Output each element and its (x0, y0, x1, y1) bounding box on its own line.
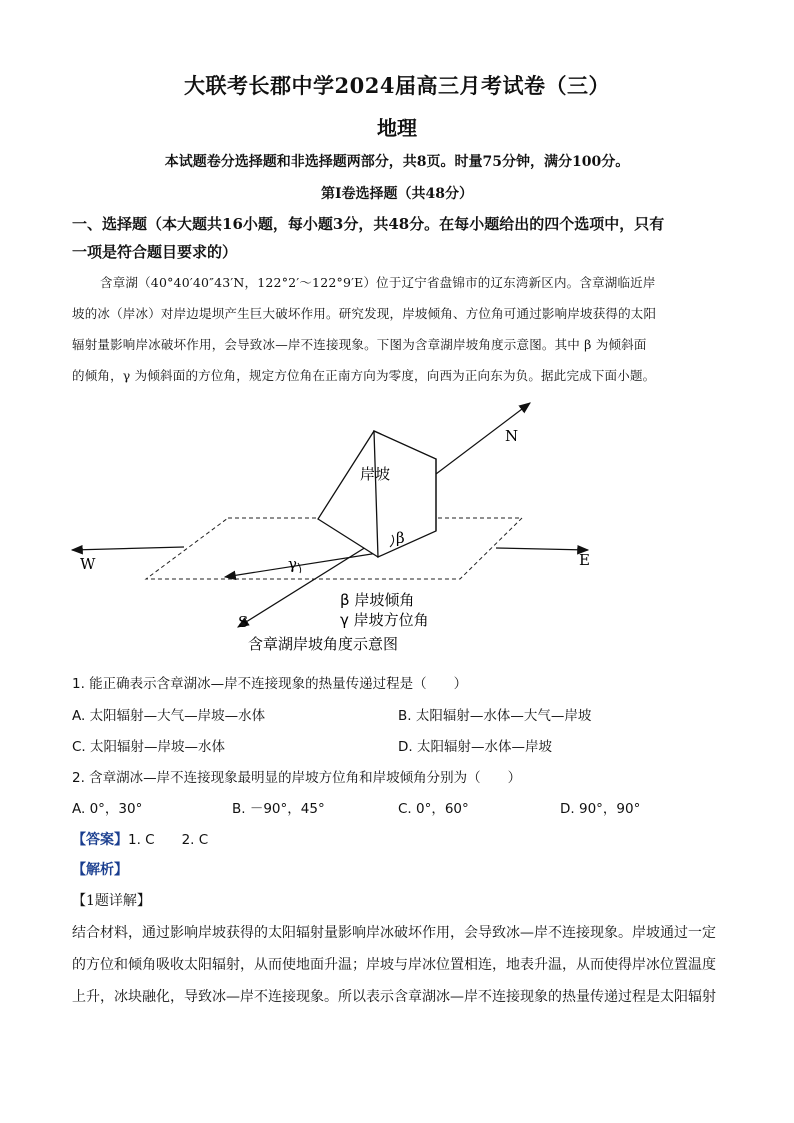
question-2-option-a: A. 0°，30° (72, 801, 143, 817)
slope-angle-diagram (60, 395, 620, 657)
section-heading-line1: 一、选择题（本大题共16小题，每小题3分，共48分。在每小题给出的四个选项中，只有 (72, 215, 665, 233)
question-2-option-b: B. －90°，45° (232, 801, 325, 817)
analysis-line (72, 859, 128, 879)
legend-gamma: γ 岸坡方位角 (340, 611, 429, 629)
answer-line (72, 828, 208, 849)
azimuth-arrow (225, 553, 378, 577)
legend-beta: β 岸坡倾角 (340, 591, 415, 609)
passage-line-3: 辐射量影响岸冰破坏作用，会导致冰—岸不连接现象。下图为含章湖岸坡角度示意图。其中 β 为倾斜面 (72, 337, 647, 352)
gamma-arc (298, 563, 301, 573)
explanation-line-2: 的方位和倾角吸收太阳辐射，从而使地面升温；岸坡与岸冰位置相连，地表升温，从而使得岸冰位置温度 (72, 957, 716, 973)
diagram-caption: 含章湖岸坡角度示意图 (248, 635, 399, 653)
question-2-option-d: D. 90°，90° (560, 801, 641, 817)
passage-line-4: 的倾角，γ 为倾斜面的方位角，规定方位角在正南方向为零度，向西为正向东为负。据此完成下面小题。 (72, 368, 656, 383)
subject-title: 地理 (377, 116, 417, 140)
slope-side (374, 431, 436, 557)
detail-heading: 【1题详解】 (72, 893, 151, 909)
north-label: N (505, 427, 519, 445)
east-label: E (579, 551, 590, 569)
answer-values: 1. C 2. C (128, 832, 209, 848)
analysis-label: 【解析】 (72, 862, 128, 878)
west-label: W (80, 555, 96, 573)
question-1-option-b: B. 太阳辐射—水体—大气—岸坡 (398, 708, 592, 724)
beta-symbol: β (396, 529, 405, 547)
section-heading-line2: 一项是符合题目要求的） (72, 243, 238, 261)
passage-line-1: 含章湖（40°40′40″43′N，122°2′～122°9′E）位于辽宁省盘锦市的辽东湾新区内。含章湖临近岸 (100, 275, 656, 290)
explanation-line-3: 上升，冰块融化，导致冰—岸不连接现象。所以表示含章湖冰—岸不连接现象的热量传递过程是太阳辐射 (72, 989, 716, 1005)
slope-label: 岸坡 (360, 465, 391, 483)
question-2-stem: 2. 含章湖冰—岸不连接现象最明显的岸坡方位角和岸坡倾角分别为（ ） (72, 770, 522, 786)
exam-note: 本试题卷分选择题和非选择题两部分，共8页。时量75分钟，满分100分。 (164, 154, 630, 170)
answer-label: 【答案】 (72, 832, 128, 848)
question-2-option-c: C. 0°，60° (398, 801, 469, 817)
question-1-option-c: C. 太阳辐射—岸坡—水体 (72, 739, 226, 755)
question-1-option-d: D. 太阳辐射—水体—岸坡 (398, 739, 552, 755)
passage-line-2: 坡的冰（岸冰）对岸边堤坝产生巨大破坏作用。研究发现，岸坡倾角、方位角可通过影响岸坡获得的太阳 (72, 306, 657, 321)
part-heading: 第Ⅰ卷选择题（共48分） (320, 186, 474, 202)
south-label: S (238, 613, 249, 631)
question-1-stem: 1. 能正确表示含章湖冰—岸不连接现象的热量传递过程是（ ） (72, 676, 468, 692)
explanation-line-1: 结合材料，通过影响岸坡获得的太阳辐射量影响岸冰破坏作用，会导致冰—岸不连接现象。岸坡通过一定 (72, 925, 716, 941)
question-1-option-a: A. 太阳辐射—大气—岸坡—水体 (72, 708, 266, 724)
east-axis (496, 548, 588, 550)
gamma-symbol: γ (288, 555, 297, 573)
west-axis (72, 547, 184, 550)
exam-title: 大联考长郡中学2024届高三月考试卷（三） (184, 73, 610, 98)
